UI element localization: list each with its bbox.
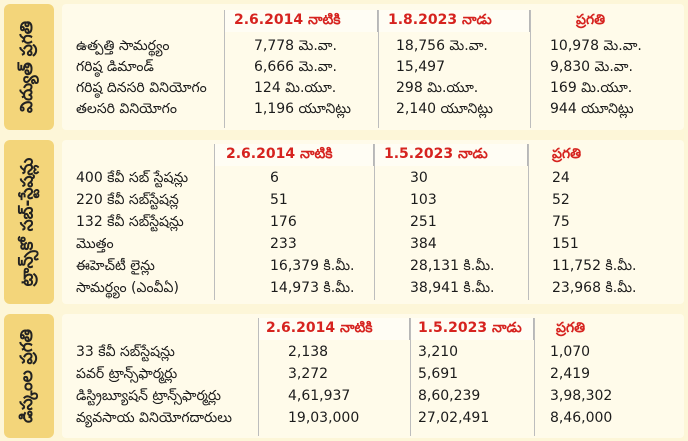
cell-2014: 4,61,937 (288, 388, 351, 404)
cell-progress: 10,978 మె.వా. (550, 38, 642, 54)
row-label: 132 కేవీ సబ్‌స్టేషన్లు (76, 214, 184, 230)
cell-2023: 38,941 కి.మీ. (410, 280, 495, 296)
cell-progress: 944 యూనిట్లు (550, 101, 634, 117)
table-row (62, 78, 684, 99)
cell-progress: 8,46,000 (550, 410, 613, 426)
cell-2014: 3,272 (288, 366, 329, 382)
table-row (62, 57, 684, 78)
table-row (62, 168, 684, 189)
row-label: సామర్థ్యం (ఎంవీఏ) (76, 280, 179, 296)
cell-2023: 103 (410, 192, 437, 208)
row-label: తలసరి వినియోగం (76, 101, 177, 117)
cell-2014: 19,03,000 (288, 410, 360, 426)
col-header-progress: ప్రగతి (556, 320, 586, 336)
cell-2023: 2,140 యూనిట్లు (396, 101, 493, 117)
cell-progress: 151 (552, 236, 579, 252)
col-header-2023: 1.5.2023 నాడు (418, 320, 522, 336)
cell-2014: 14,973 కి.మీ. (270, 280, 355, 296)
cell-progress: 3,98,302 (550, 388, 613, 404)
table-transco-substations (62, 140, 684, 304)
side-label-text: విద్యుత్ ప్రగతి (17, 20, 38, 114)
row-label: ఈహెచ్‌టీ లైన్లు (76, 258, 155, 274)
cell-2014: 16,379 కి.మీ. (270, 258, 355, 274)
side-label-text: డిస్కంల ప్రగతి (17, 329, 38, 423)
row-label: వ్యవసాయ వినియోగదారులు (76, 410, 232, 426)
cell-progress: 169 మి.యూ. (550, 80, 633, 96)
cell-progress: 23,968 కి.మీ. (552, 280, 637, 296)
cell-2014: 51 (270, 192, 288, 208)
table-row (62, 256, 684, 277)
side-label-power-progress (4, 4, 54, 130)
cell-2023: 18,756 మె.వా. (396, 38, 488, 54)
cell-progress: 24 (552, 170, 570, 186)
table-row (62, 99, 684, 120)
section-discom-progress (0, 310, 688, 441)
section-power-progress (0, 0, 688, 132)
cell-2023: 27,02,491 (418, 410, 490, 426)
col-header-progress: ప్రగతి (576, 12, 606, 28)
table-row (62, 278, 684, 299)
cell-2014: 233 (270, 236, 297, 252)
cell-2023: 28,131 కి.మీ. (410, 258, 495, 274)
col-header-progress: ప్రగతి (552, 146, 582, 162)
cell-2014: 6,666 మె.వా. (254, 59, 337, 75)
cell-2014: 7,778 మె.వా. (254, 38, 337, 54)
table-power-progress (62, 4, 684, 130)
cell-progress: 9,830 మె.వా. (550, 59, 633, 75)
cell-2014: 2,138 (288, 344, 329, 360)
cell-progress: 11,752 కి.మీ. (552, 258, 637, 274)
row-label: 220 కేవీ సబ్‌స్టేషన్ల (76, 192, 179, 208)
side-label-text: ట్రాన్స్‌కో సబ్-స్టేషన్లు (17, 157, 37, 287)
col-header-2014: 2.6.2014 నాటికి (234, 12, 341, 28)
table-discom-progress (62, 314, 684, 438)
row-label: మొత్తం (76, 236, 114, 252)
row-label: గరిష్ఠ డిమాండ్ (76, 59, 154, 75)
cell-progress: 1,070 (550, 344, 591, 360)
col-header-2023: 1.8.2023 నాడు (388, 12, 492, 28)
row-label: 33 కేవీ సబ్‌స్టేషన్లు (76, 344, 175, 360)
col-header-2023: 1.5.2023 నాడు (384, 146, 488, 162)
cell-progress: 75 (552, 214, 570, 230)
cell-2014: 124 మి.యూ. (254, 80, 337, 96)
col-header-2014: 2.6.2014 నాటికి (226, 146, 333, 162)
row-label: ఉత్పత్తి సామర్థ్యం (76, 38, 170, 54)
table-row (62, 364, 684, 385)
row-label: డిస్ట్రిబ్యూషన్ ట్రాన్స్‌ఫార్మర్లు (76, 388, 221, 404)
cell-2014: 1,196 యూనిట్లు (254, 101, 351, 117)
side-label-discom (4, 314, 54, 438)
cell-progress: 2,419 (550, 366, 591, 382)
table-row (62, 408, 684, 429)
row-label: 400 కేవీ సబ్ స్టేషన్లు (76, 170, 189, 186)
side-label-transco (4, 140, 54, 304)
cell-2014: 176 (270, 214, 297, 230)
row-label: గరిష్ఠ దినసరి వినియోగం (76, 80, 207, 96)
cell-2023: 251 (410, 214, 437, 230)
cell-2023: 298 మి.యూ. (396, 80, 479, 96)
table-row (62, 212, 684, 233)
table-row (62, 234, 684, 255)
cell-2023: 15,497 (396, 59, 445, 75)
row-label: పవర్ ట్రాన్స్‌ఫార్మర్లు (76, 366, 178, 382)
table-row (62, 190, 684, 211)
table-row (62, 342, 684, 363)
cell-2023: 3,210 (418, 344, 459, 360)
cell-2023: 8,60,239 (418, 388, 481, 404)
cell-2023: 30 (410, 170, 428, 186)
col-header-2014: 2.6.2014 నాటికి (266, 320, 373, 336)
cell-2023: 384 (410, 236, 437, 252)
table-row (62, 36, 684, 57)
cell-2014: 6 (270, 170, 279, 186)
cell-progress: 52 (552, 192, 570, 208)
table-row (62, 386, 684, 407)
cell-2023: 5,691 (418, 366, 459, 382)
section-transco-substations (0, 136, 688, 306)
